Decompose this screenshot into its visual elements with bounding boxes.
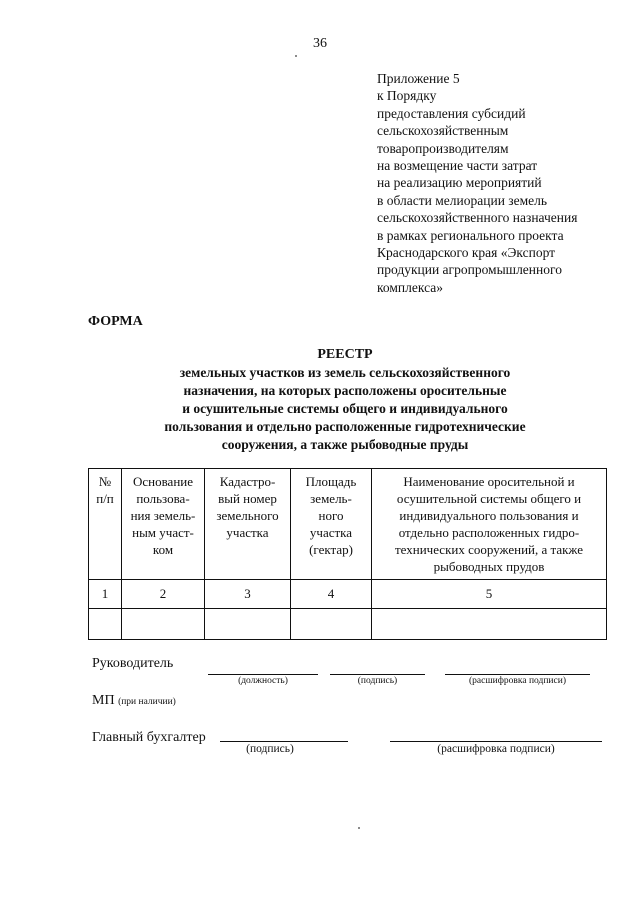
- scan-speck: [358, 827, 360, 829]
- accountant-signature-line: [220, 741, 348, 742]
- column-number: 1: [89, 580, 122, 609]
- table-cell: [205, 609, 291, 640]
- header-text: Наименование оросительной и: [403, 474, 575, 489]
- header-text: п/п: [96, 491, 114, 506]
- title-main: РЕЕСТР: [317, 347, 373, 362]
- header-text: №: [98, 474, 112, 489]
- appendix-line: продукции агропромышленного: [377, 262, 562, 278]
- stamp-label: МП: [92, 693, 115, 708]
- appendix-line: сельскохозяйственным: [377, 123, 509, 139]
- header-text: Площадь: [305, 474, 357, 489]
- signature-line: [330, 674, 425, 675]
- accountant-label: Главный бухгалтер: [92, 730, 206, 745]
- form-label: ФОРМА: [88, 314, 143, 329]
- header-text: рыбоводных прудов: [433, 559, 545, 574]
- title-line: и осушительные системы общего и индивидуального: [182, 401, 508, 416]
- column-number-row: [89, 580, 607, 609]
- scan-speck: [295, 55, 297, 57]
- accountant-signature-caption: (подпись): [246, 743, 294, 755]
- header-cell-system-name: [372, 469, 607, 580]
- header-text: ного: [318, 508, 344, 523]
- registry-table: [88, 468, 607, 640]
- header-text: индивидуального пользования и: [399, 508, 579, 523]
- head-label: Руководитель: [92, 656, 174, 671]
- column-number: 2: [122, 580, 205, 609]
- table-cell: [122, 609, 205, 640]
- header-text: осушительной системы общего и: [396, 491, 582, 506]
- header-cell-cadastral: [205, 469, 291, 580]
- appendix-line: в области мелиорации земель: [377, 192, 548, 208]
- title-line: пользования и отдельно расположенные гидротехнические: [164, 419, 526, 434]
- table-cell: [372, 609, 607, 640]
- column-number: 5: [372, 580, 607, 609]
- document-title: [80, 346, 610, 454]
- header-text: Кадастро-: [219, 474, 276, 489]
- header-text: участка: [309, 525, 353, 540]
- table-header-row: [89, 469, 607, 580]
- header-text: отдельно расположенных гидро-: [398, 525, 580, 540]
- stamp-label-row: [92, 693, 176, 709]
- table-cell: [89, 609, 122, 640]
- column-number: 3: [205, 580, 291, 609]
- header-text: земельного: [216, 508, 279, 523]
- name-decode-caption: (расшифровка подписи): [469, 676, 566, 686]
- accountant-name-line: [390, 741, 602, 742]
- header-text: участка: [226, 525, 269, 540]
- appendix-line: предоставления субсидий: [377, 105, 526, 121]
- title-line: назначения, на которых расположены оросительные: [183, 383, 507, 398]
- header-cell-area: [291, 469, 372, 580]
- table-row: [89, 609, 607, 640]
- header-text: Основание: [132, 474, 194, 489]
- header-text: ным участ-: [132, 525, 194, 540]
- header-text: земель-: [310, 491, 352, 506]
- header-text: технических сооружений, а также: [394, 542, 584, 557]
- header-text: ния земель-: [130, 508, 196, 523]
- appendix-line: в рамках регионального проекта: [377, 227, 564, 243]
- title-line: земельных участков из земель сельскохозяйственного: [179, 365, 511, 380]
- appendix-line: на реализацию мероприятий: [377, 175, 542, 191]
- header-text: ком: [152, 542, 174, 557]
- appendix-line: Краснодарского края «Экспорт: [377, 245, 556, 261]
- position-caption: (должность): [238, 676, 288, 686]
- column-number: 4: [291, 580, 372, 609]
- accountant-name-caption: (расшифровка подписи): [437, 743, 555, 755]
- appendix-line: товаропроизводителям: [377, 140, 509, 156]
- table-cell: [291, 609, 372, 640]
- signature-caption: (подпись): [357, 676, 398, 686]
- appendix-line: Приложение 5: [377, 71, 460, 86]
- name-decode-line: [445, 674, 590, 675]
- page-number: 36: [313, 36, 327, 51]
- header-cell-number: [89, 469, 122, 580]
- appendix-line: на возмещение части затрат: [377, 158, 538, 174]
- header-text: вый номер: [218, 491, 277, 506]
- title-line: сооружения, а также рыбоводные пруды: [221, 437, 469, 452]
- position-line: [208, 674, 318, 675]
- header-text: (гектар): [309, 542, 353, 557]
- appendix-line: к Порядку: [377, 88, 437, 104]
- appendix-block: [377, 70, 627, 296]
- appendix-line: сельскохозяйственного назначения: [377, 210, 578, 226]
- stamp-note: (при наличии): [118, 697, 176, 707]
- header-cell-basis: [122, 469, 205, 580]
- appendix-line: комплекса»: [377, 279, 443, 295]
- header-text: пользова-: [136, 491, 190, 506]
